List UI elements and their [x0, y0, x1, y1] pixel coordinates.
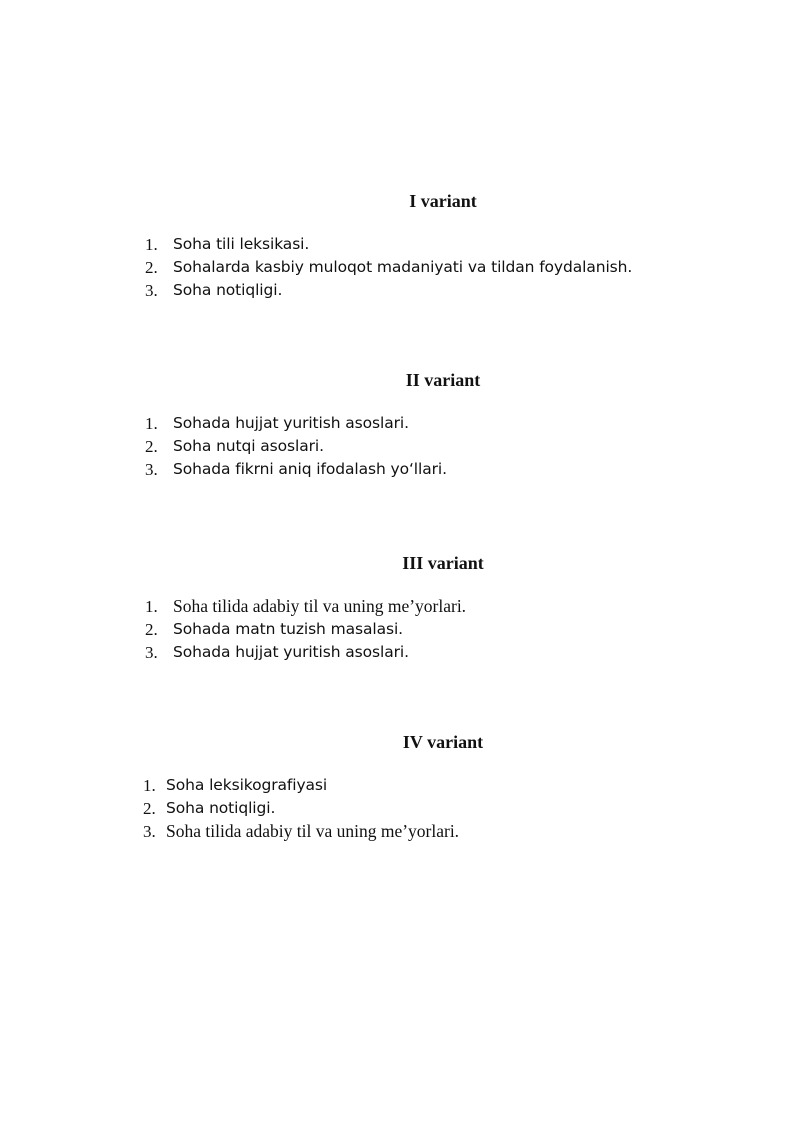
section-heading-1: I variant: [409, 191, 477, 211]
list-item-text: Sohada hujjat yuritish asoslari.: [173, 414, 409, 432]
list-item-number: 2.: [145, 258, 158, 277]
list-item-number: 3.: [145, 460, 158, 479]
list-item-text: Sohada matn tuzish masalasi.: [173, 620, 403, 638]
list-item-text: Soha tilida adabiy til va uning me’yorlari.: [173, 596, 467, 616]
section-heading-2: II variant: [405, 370, 481, 390]
list-item-number: 1.: [145, 414, 158, 433]
list-item-text: Soha notiqligi.: [173, 281, 283, 299]
section-heading-4: IV variant: [402, 732, 484, 752]
list-item-number: 2.: [143, 799, 156, 818]
list-item-text: Soha tilida adabiy til va uning me’yorlari.: [166, 821, 460, 841]
list-item-text: Sohada hujjat yuritish asoslari.: [173, 643, 409, 661]
list-item-number: 2.: [145, 437, 158, 456]
list-item-text: Soha notiqligi.: [166, 799, 276, 817]
list-item-number: 3.: [145, 643, 158, 662]
list-item-number: 3.: [143, 822, 156, 841]
list-item-text: Soha leksikografiyasi: [166, 776, 328, 794]
list-item-number: 1.: [145, 597, 158, 616]
list-item-text: Soha nutqi asoslari.: [173, 437, 324, 455]
section-heading-3: III variant: [402, 553, 484, 573]
list-item-number: 3.: [145, 281, 158, 300]
list-item-number: 2.: [145, 620, 158, 639]
list-item-text: Sohalarda kasbiy muloqot madaniyati va tildan foydalanish.: [173, 258, 633, 276]
list-item-number: 1.: [145, 235, 158, 254]
list-item-text: Sohada fikrni aniq ifodalash yo‘llari.: [173, 460, 447, 478]
list-item-text: Soha tili leksikasi.: [173, 235, 310, 253]
list-item-number: 1.: [143, 776, 156, 795]
